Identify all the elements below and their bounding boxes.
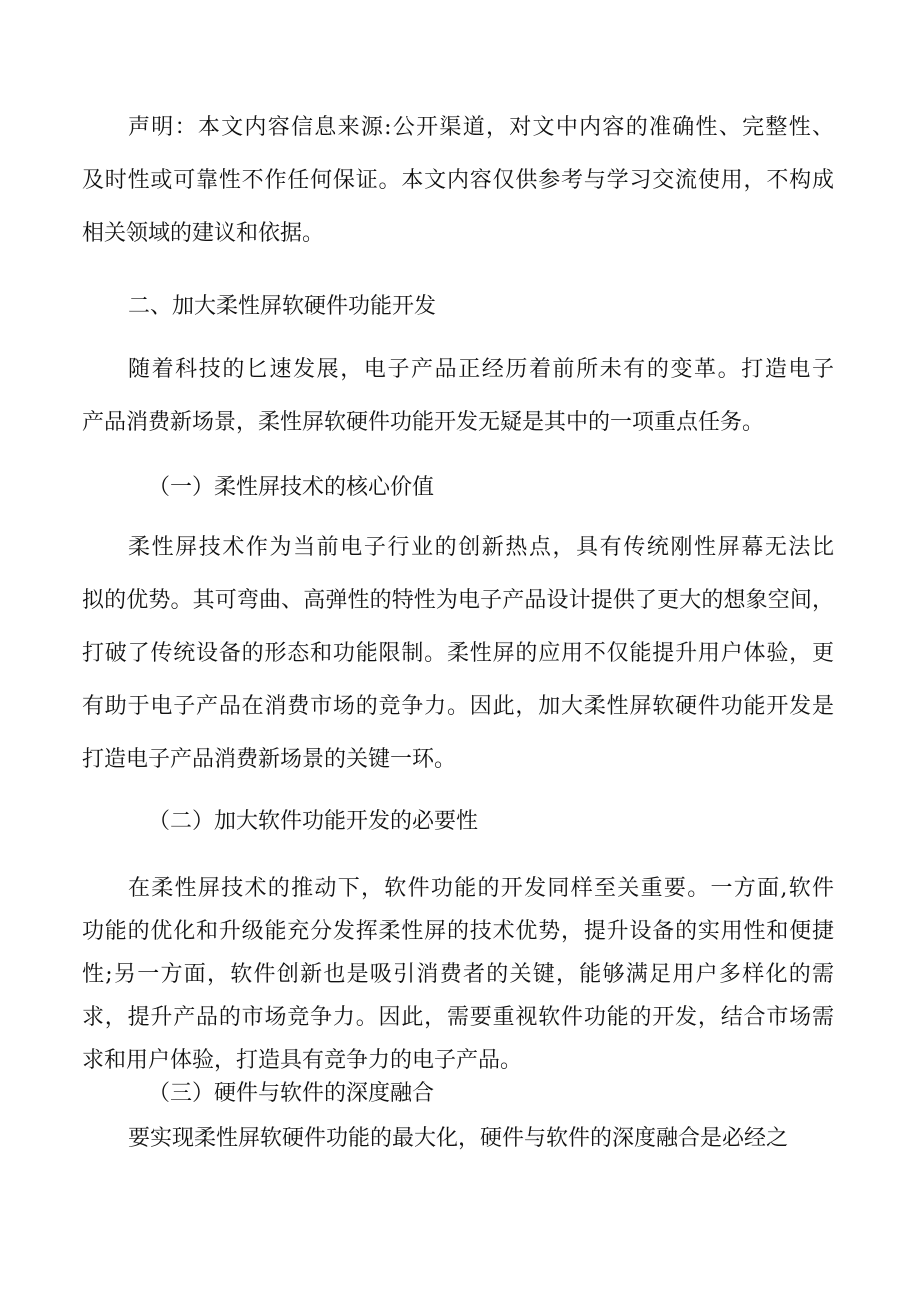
paragraph-line: 性;另一方面，软件创新也是吸引消费者的关键，能够满足用户多样化的需 bbox=[82, 962, 834, 987]
intro-paragraph bbox=[82, 343, 834, 449]
disclaimer-line: 及时性或可靠性不作任何保证。本文内容仅供参考与学习交流使用，不构成 bbox=[82, 168, 834, 193]
paragraph-line: 要实现柔性屏软硬件功能的最大化，硬件与软件的深度融合是必经之 bbox=[128, 1126, 789, 1151]
subsection-2-title-text: （二）加大软件功能开发的必要性 bbox=[148, 809, 479, 834]
paragraph-line: 拟的优势。其可弯曲、高弹性的特性为电子产品设计提供了更大的想象空间， bbox=[82, 588, 834, 613]
subsection-2-title bbox=[82, 795, 834, 848]
paragraph-line: 柔性屏技术作为当前电子行业的创新热点，具有传统刚性屏幕无法比 bbox=[128, 535, 834, 560]
disclaimer-line: 声明：本文内容信息来源:公开渠道，对文中内容的准确性、完整性、 bbox=[128, 115, 834, 140]
intro-line: 产品消费新场景，柔性屏软硬件功能开发无疑是其中的一项重点任务。 bbox=[82, 410, 765, 435]
subsection-2-paragraph bbox=[82, 867, 834, 1082]
paragraph-line: 在柔性屏技术的推动下，软件功能的开发同样至关重要。一方面,软件 bbox=[128, 876, 834, 901]
subsection-3-paragraph bbox=[82, 1112, 834, 1165]
paragraph-line: 打破了传统设备的形态和功能限制。柔性屏的应用不仅能提升用户体验，更 bbox=[82, 641, 834, 666]
paragraph-line: 求，提升产品的市场竞争力。因此，需要重视软件功能的开发，结合市场需 bbox=[82, 1005, 834, 1030]
intro-line: 随着科技的匕速发展，电子产品正经历着前所未有的变革。打造电子 bbox=[128, 357, 834, 382]
disclaimer-paragraph bbox=[82, 101, 834, 260]
section-title bbox=[82, 280, 834, 333]
subsection-1-title-text: （一）柔性屏技术的核心价值 bbox=[148, 475, 435, 500]
subsection-1-title bbox=[82, 461, 834, 514]
paragraph-line: 求和用户体验，打造具有竞争力的电子产品。 bbox=[82, 1048, 523, 1073]
paragraph-line: 功能的优化和升级能充分发挥柔性屏的技术优势，提升设备的实用性和便捷 bbox=[82, 919, 834, 944]
subsection-3-title-text: （三）硬件与软件的深度融合 bbox=[148, 1081, 435, 1106]
section-title-text: 二、加大柔性屏软硬件功能开发 bbox=[128, 294, 437, 319]
paragraph-line: 有助于电子产品在消费市场的竞争力。因此，加大柔性屏软硬件功能开发是 bbox=[82, 694, 834, 719]
subsection-1-paragraph bbox=[82, 521, 834, 786]
paragraph-line: 打造电子产品消费新场景的关键一环。 bbox=[82, 747, 457, 772]
disclaimer-line: 相关领域的建议和依据。 bbox=[82, 221, 325, 246]
